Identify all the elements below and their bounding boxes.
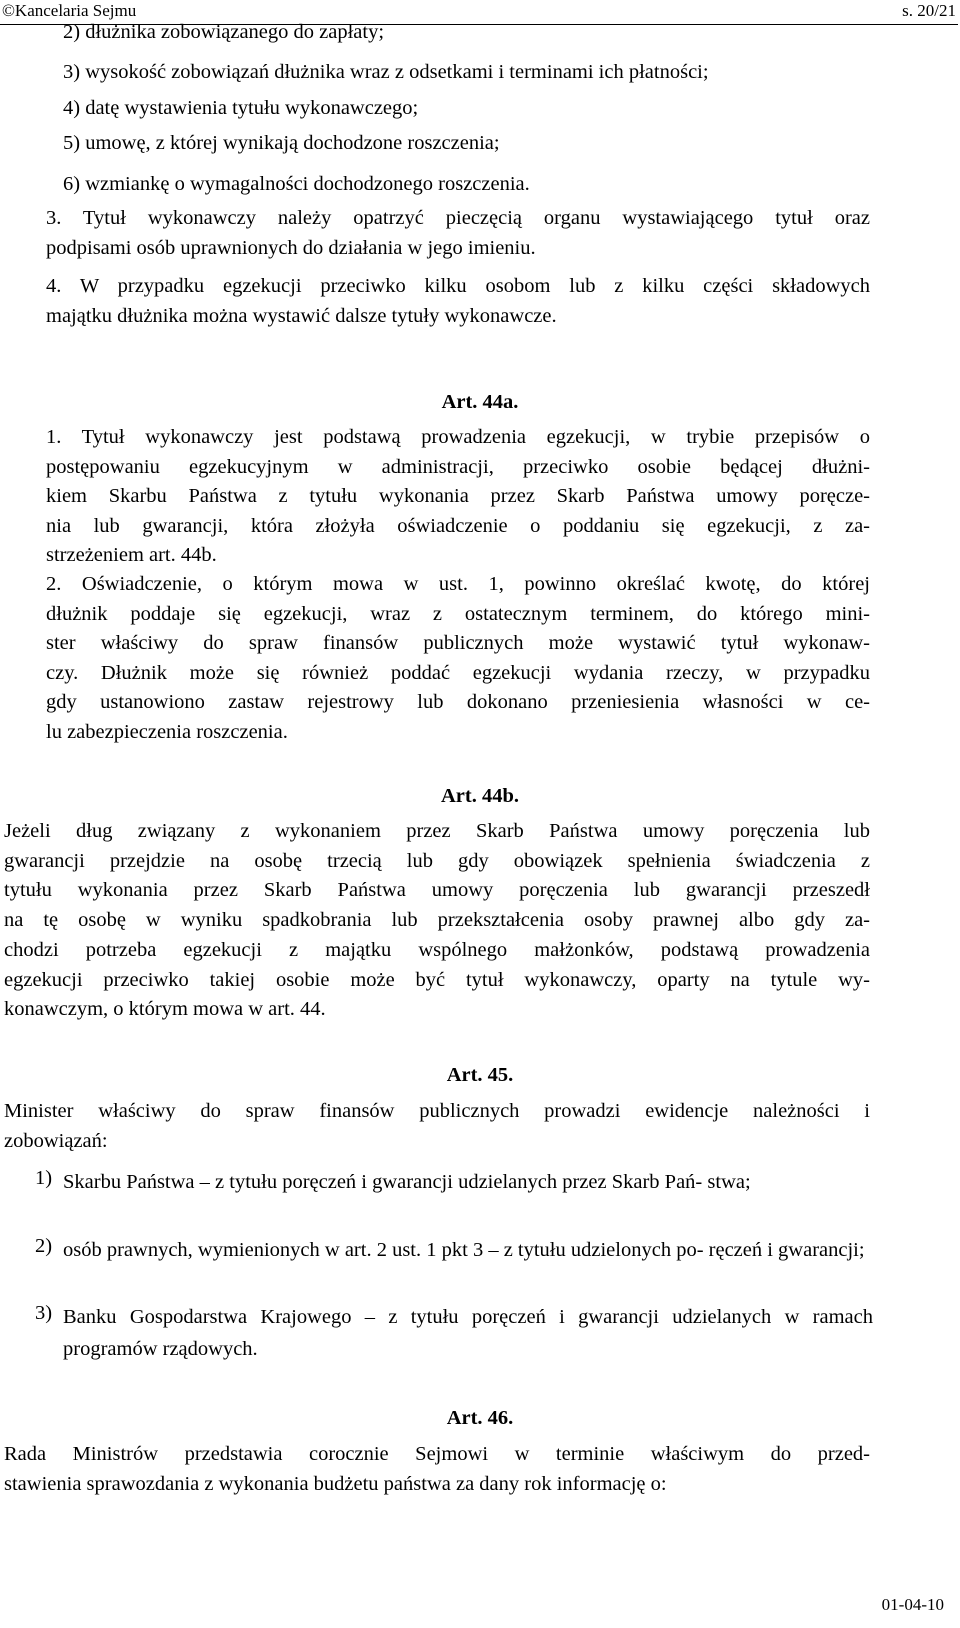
paragraph-line: czy. Dłużnik może się również poddać egzekucji wydania rzeczy, w przypadku <box>46 661 870 684</box>
art44b-paragraph <box>4 817 870 1025</box>
paragraph-line: podpisami osób uprawnionych do działania w jego imieniu. <box>46 236 536 259</box>
list-number: 1) <box>35 1167 53 1189</box>
paragraph-line: 1. Tytuł wykonawczy jest podstawą prowadzenia egzekucji, w trybie przepisów o <box>46 426 870 448</box>
paragraph-line: Minister właściwy do spraw finansów publicznych prowadzi ewidencje należności i <box>4 1100 870 1122</box>
list-item-text <box>63 1301 873 1365</box>
header-page-number: s. 20/21 <box>902 1 956 20</box>
paragraph-line: zobowiązań: <box>4 1129 108 1152</box>
paragraph-line: Skarbu Państwa – z tytułu poręczeń i gwarancji udzielanych przez Skarb Pań- <box>63 1171 703 1193</box>
paragraph-line: chodzi potrzeba egzekucji z majątku wspólnego małżonków, podstawą prowadzenia <box>4 938 870 961</box>
paragraph-line: Jeżeli dług związany z wykonaniem przez Skarb Państwa umowy poręczenia lub <box>4 820 870 842</box>
list-number: 2) <box>35 1235 53 1257</box>
article-heading-45: Art. 45. <box>446 1064 514 1086</box>
list-item-text <box>63 1166 873 1198</box>
list-item-text <box>63 1234 873 1266</box>
paragraph-line: egzekucji przeciwko takiej osobie może być tytuł wykonawczy, oparty na tytule wy- <box>4 968 870 991</box>
paragraph-line: konawczym, o którym mowa w art. 44. <box>4 998 326 1021</box>
intro-item: 3) wysokość zobowiązań dłużnika wraz z odsetkami i terminami ich płatności; <box>63 61 709 83</box>
paragraph-line: tytułu wykonania przez Skarb Państwa umowy poręczenia lub gwarancji przeszedł <box>4 879 870 902</box>
intro-item: 4) datę wystawienia tytułu wykonawczego; <box>63 97 419 119</box>
list-number: 3) <box>35 1302 53 1324</box>
art44a-paragraph-2 <box>46 570 870 747</box>
art46-paragraph <box>4 1440 870 1499</box>
intro-item: 2) dłużnika zobowiązanego do zapłaty; <box>63 21 385 43</box>
paragraph-line: majątku dłużnika można wystawić dalsze tytuły wykonawcze. <box>46 304 557 327</box>
paragraph-line: 3. Tytuł wykonawczy należy opatrzyć pieczęcią organu wystawiającego tytuł oraz <box>46 207 870 229</box>
paragraph-line: lu zabezpieczenia roszczenia. <box>46 720 288 743</box>
paragraph-line: gdy ustanowiono zastaw rejestrowy lub dokonano przeniesienia własności w ce- <box>46 691 870 713</box>
paragraph-line: ster właściwy do spraw finansów publicznych może wystawić tytuł wykonaw- <box>46 632 870 654</box>
paragraph-line: nia lub gwarancji, która złożyła oświadczenie o poddaniu się egzekucji, z za- <box>46 514 870 537</box>
paragraph-line: osób prawnych, wymienionych w art. 2 ust. 1 pkt 3 – z tytułu udzielonych po- <box>63 1239 704 1261</box>
intro-item: 5) umowę, z której wynikają dochodzone roszczenia; <box>63 132 500 154</box>
paragraph-line: strzeżeniem art. 44b. <box>46 544 217 566</box>
paragraph-line: Rada Ministrów przedstawia corocznie Sejmowi w terminie właściwym do przed- <box>4 1443 870 1465</box>
paragraph-4 <box>46 272 870 331</box>
paragraph-line: stwa; <box>707 1171 751 1193</box>
intro-item: 6) wzmiankę o wymagalności dochodzonego roszczenia. <box>63 173 530 195</box>
paragraph-line: 4. W przypadku egzekucji przeciwko kilku osobom lub z kilku części składowych <box>46 275 870 297</box>
article-heading-44b: Art. 44b. <box>440 785 519 807</box>
header-source: ©Kancelaria Sejmu <box>2 1 137 20</box>
paragraph-line: w ramach programów rządowych. <box>63 1306 873 1360</box>
article-heading-44a: Art. 44a. <box>441 391 519 413</box>
paragraph-line: 2. Oświadczenie, o którym mowa w ust. 1, powinno określać kwotę, do której <box>46 573 870 595</box>
paragraph-line: Banku Gospodarstwa Krajowego – z tytułu poręczeń i gwarancji udzielanych <box>63 1306 772 1328</box>
paragraph-3 <box>46 204 870 263</box>
page-footer-date: 01-04-10 <box>881 1595 944 1614</box>
art45-intro <box>4 1097 870 1156</box>
paragraph-line: stawienia sprawozdania z wykonania budżetu państwa za dany rok informację o: <box>4 1472 667 1495</box>
paragraph-line: ręczeń i gwarancji; <box>708 1239 865 1261</box>
paragraph-line: gwarancji przejdzie na osobę trzecią lub gdy obowiązek spełnienia świadczenia z <box>4 849 870 872</box>
art44a-paragraph-1 <box>46 423 870 571</box>
paragraph-line: kiem Skarbu Państwa z tytułu wykonania przez Skarb Państwa umowy poręcze- <box>46 485 870 507</box>
paragraph-line: na tę osobę w wyniku spadkobrania lub przekształcenia osoby prawnej albo gdy za- <box>4 909 870 932</box>
article-heading-46: Art. 46. <box>446 1407 514 1429</box>
paragraph-line: dłużnik poddaje się egzekucji, wraz z ostatecznym terminem, do którego mini- <box>46 602 870 625</box>
paragraph-line: postępowaniu egzekucyjnym w administracji, przeciwko osobie będącej dłużni- <box>46 455 870 478</box>
